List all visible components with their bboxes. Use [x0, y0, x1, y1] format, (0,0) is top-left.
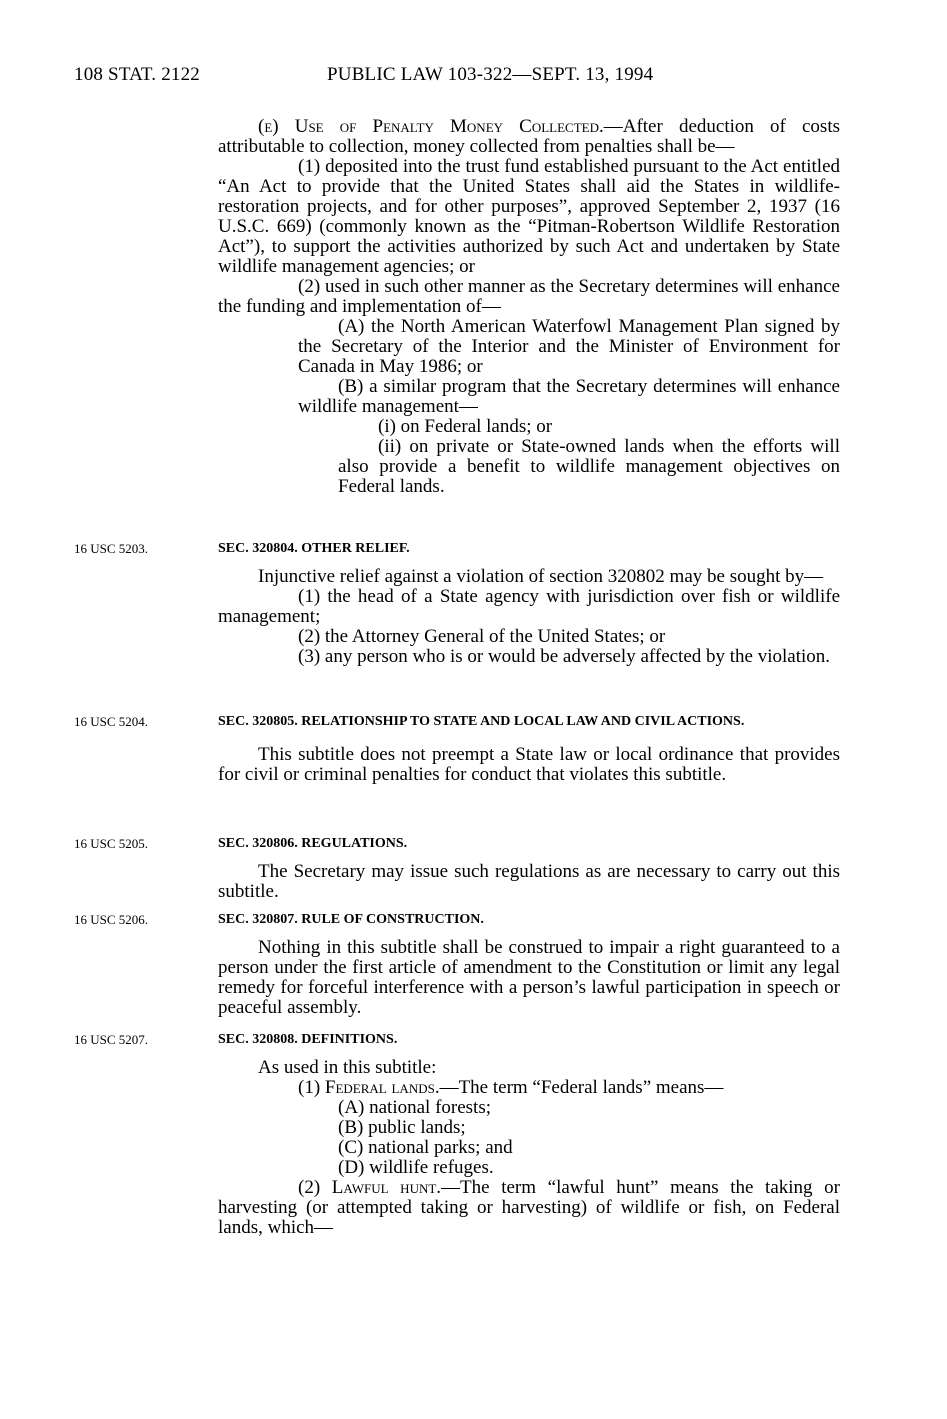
section-e-para-1: (1) deposited into the trust fund established pursuant to the Act entitled “An Act to provide that the United States shall aid the States in wildlife-restoration projects, and for other purposes”, approved September 2, 1937 (16 U.S.C. 669) (commonly known as the “Pitman-Robertson Wildlife Restoration Act”), to support the activities authorized by such Act and undertaken by State wildlife management agencies; or — [218, 156, 840, 277]
section-320804-block — [218, 539, 840, 667]
margin-note-5207: 16 USC 5207. — [74, 1032, 149, 1047]
margin-note-5205: 16 USC 5205. — [74, 836, 149, 851]
section-320807-block — [218, 910, 840, 1018]
definition-lawful-hunt: (2) Lawful hunt.—The term “lawful hunt” means the taking or harvesting (or attempted taking or harvesting) of wildlife or fish, on Federal lands, which— — [218, 1177, 840, 1238]
section-320804-para-2: (2) the Attorney General of the United States; or — [298, 626, 666, 647]
section-320805-heading: SEC. 320805. RELATIONSHIP TO STATE AND LOCAL LAW AND CIVIL ACTIONS. — [218, 714, 745, 729]
section-320806-block — [218, 834, 840, 902]
running-header-title: PUBLIC LAW 103-322—SEPT. 13, 1994 — [327, 64, 654, 85]
section-320804-para-1: (1) the head of a State agency with jurisdiction over fish or wildlife management; — [218, 586, 840, 627]
section-e-para-i: (i) on Federal lands; or — [378, 416, 553, 437]
margin-note-5203: 16 USC 5203. — [74, 541, 149, 556]
margin-note-5206: 16 USC 5206. — [74, 912, 149, 927]
section-320806-text: The Secretary may issue such regulations as are necessary to carry out this subtitle. — [218, 861, 840, 902]
definition-federal-lands: (1) Federal lands.—The term “Federal lands” means— — [298, 1077, 724, 1098]
section-e-para-A: (A) the North American Waterfowl Management Plan signed by the Secretary of the Interior and the Minister of Environment for Canada in May 1986; or — [298, 316, 840, 377]
definition-federal-lands-term: (1) Federal lands. — [298, 1077, 440, 1098]
section-e-para-ii: (ii) on private or State-owned lands when the efforts will also provide a benefit to wildlife management objectives on Federal lands. — [338, 436, 840, 497]
section-e-heading: (e) Use of Penalty Money Collected. — [258, 116, 604, 137]
section-e-para-2: (2) used in such other manner as the Secretary determines will enhance the funding and implementation of— — [218, 276, 840, 317]
section-320808-intro: As used in this subtitle: — [258, 1057, 437, 1078]
section-320807-heading: SEC. 320807. RULE OF CONSTRUCTION. — [218, 912, 484, 927]
section-320808-heading: SEC. 320808. DEFINITIONS. — [218, 1032, 398, 1047]
section-e-block — [218, 117, 840, 497]
section-320808-block — [218, 1030, 840, 1238]
definition-item-B: (B) public lands; — [338, 1117, 466, 1138]
section-320804-heading: SEC. 320804. OTHER RELIEF. — [218, 541, 410, 556]
definition-item-A: (A) national forests; — [338, 1097, 492, 1118]
section-320805-text: This subtitle does not preempt a State law or local ordinance that provides for civil or criminal penalties for conduct that violates this subtitle. — [218, 744, 840, 785]
section-e-para-B: (B) a similar program that the Secretary determines will enhance wildlife management— — [298, 376, 840, 417]
section-320805-block — [218, 712, 840, 785]
definition-lawful-hunt-term: (2) Lawful hunt. — [298, 1177, 442, 1198]
section-e-intro: (e) Use of Penalty Money Collected.—After deduction of costs attributable to collection, money collected from penalties shall be— — [218, 116, 840, 157]
margin-note-5204: 16 USC 5204. — [74, 714, 149, 729]
stat-page-number: 108 STAT. 2122 — [74, 64, 201, 85]
section-320807-text: Nothing in this subtitle shall be construed to impair a right guaranteed to a person under the first article of amendment to the Constitution or limit any legal remedy for forceful interference with a person’s lawful participation in speech or peaceful assembly. — [218, 937, 840, 1018]
section-320804-intro: Injunctive relief against a violation of section 320802 may be sought by— — [258, 566, 824, 587]
section-320806-heading: SEC. 320806. REGULATIONS. — [218, 836, 408, 851]
definition-item-D: (D) wildlife refuges. — [338, 1157, 494, 1178]
section-320804-para-3: (3) any person who is or would be adversely affected by the violation. — [298, 646, 831, 667]
definition-item-C: (C) national parks; and — [338, 1137, 513, 1158]
